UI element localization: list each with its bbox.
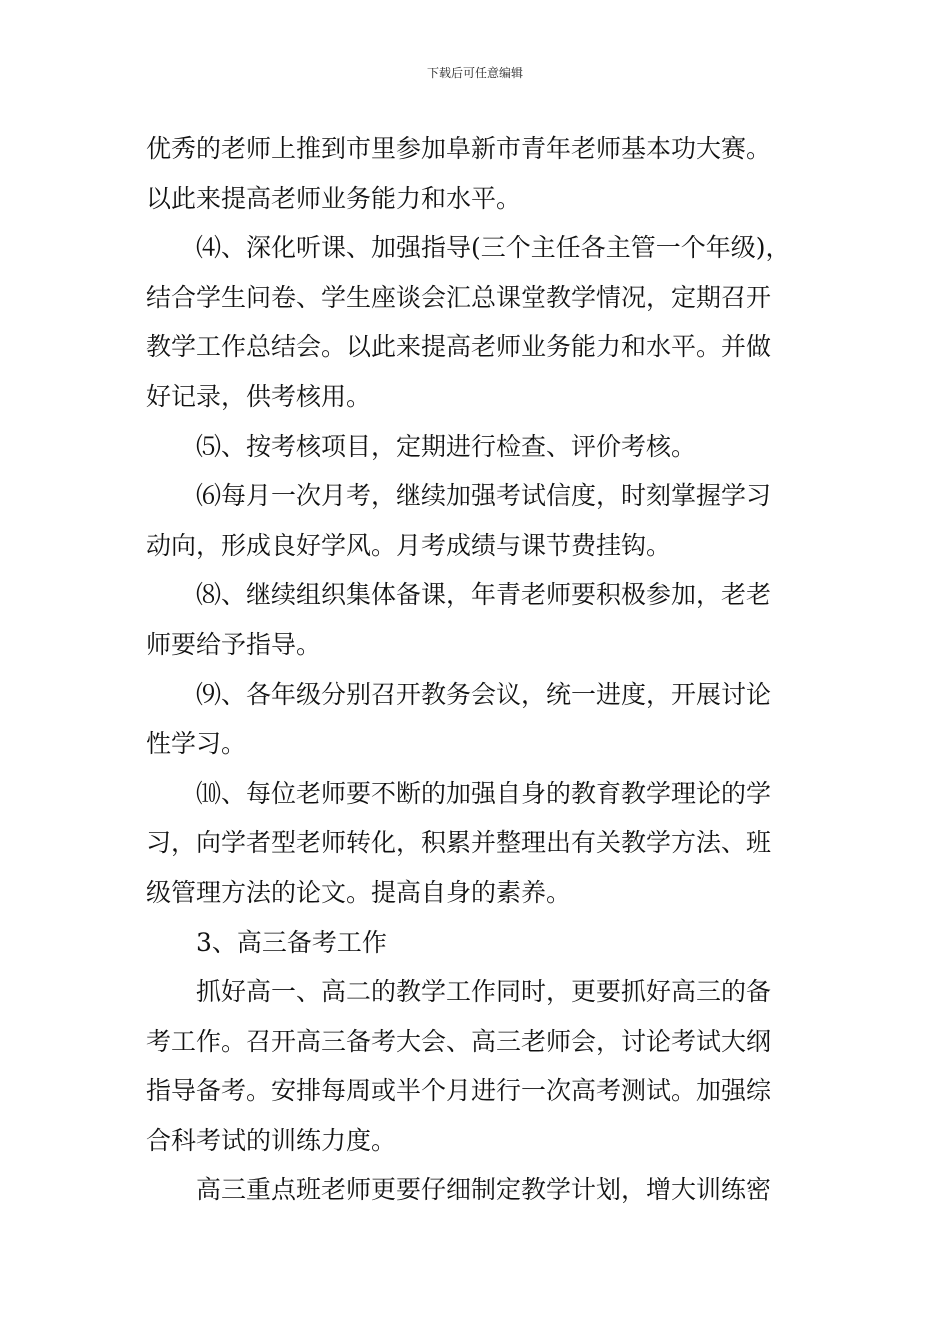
text-line: 以此来提高老师业务能力和水平。	[146, 183, 522, 213]
text-line: 好记录，供考核用。	[146, 381, 372, 411]
text-line: 性学习。	[146, 729, 247, 759]
document-body	[146, 124, 826, 1215]
text-line: ⑻、继续组织集体备课，年青老师要积极参加，老老	[196, 580, 772, 610]
text-line: 优秀的老师上推到市里参加阜新市青年老师基本功大赛。	[146, 134, 772, 163]
text-line: 教学工作总结会。以此来提高老师业务能力和水平。并做	[146, 332, 772, 362]
text-line: 结合学生问卷、学生座谈会汇总课堂教学情况，定期召开	[146, 282, 772, 312]
text-line: ⑸、按考核项目，定期进行检查、评价考核。	[196, 431, 697, 461]
text-line: 3、高三备考工作	[196, 927, 387, 957]
text-line: ⑹每月一次月考，继续加强考试信度，时刻掌握学习	[196, 481, 772, 511]
text-line: ⑽、每位老师要不断的加强自身的教育教学理论的学	[196, 778, 772, 808]
text-line: 考工作。召开高三备考大会、高三老师会，讨论考试大纲	[146, 1026, 772, 1056]
page-header: 下载后可任意编辑	[426, 66, 523, 80]
text-line: 指导备考。安排每周或半个月进行一次高考测试。加强综	[146, 1076, 772, 1106]
text-line: 习，向学者型老师转化，积累并整理出有关教学方法、班	[146, 828, 772, 858]
text-line: ⑼、各年级分别召开教务会议，统一进度，开展讨论	[196, 679, 772, 709]
text-line: 合科考试的训练力度。	[146, 1125, 397, 1155]
text-line: 师要给予指导。	[146, 629, 322, 659]
text-line: 高三重点班老师更要仔细制定教学计划，增大训练密	[196, 1175, 772, 1205]
text-line: ⑷、深化听课、加强指导(三个主任各主管一个年级)，	[196, 233, 791, 263]
text-line: 动向，形成良好学风。月考成绩与课节费挂钩。	[146, 530, 672, 560]
text-line: 级管理方法的论文。提高自身的素养。	[146, 877, 572, 907]
text-line: 抓好高一、高二的教学工作同时，更要抓好高三的备	[196, 977, 772, 1007]
